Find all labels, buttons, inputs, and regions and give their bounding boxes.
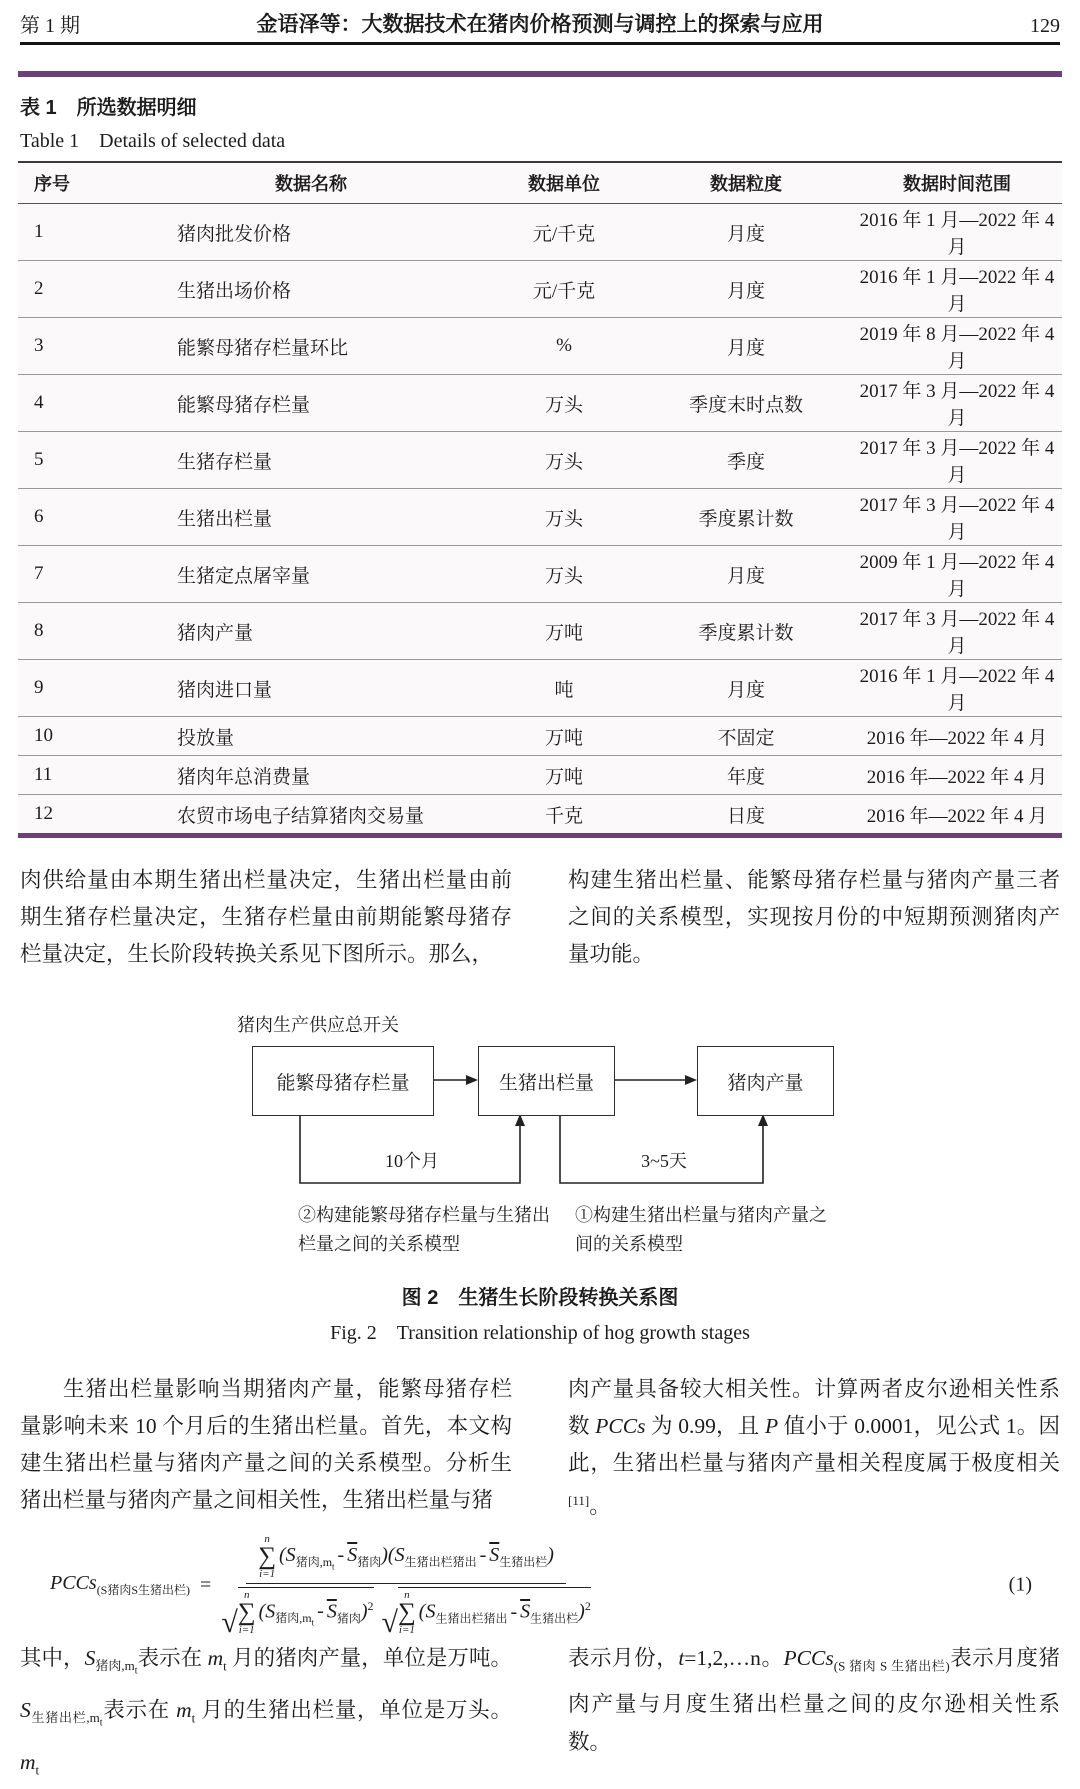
cell-unit: 万吨 — [488, 756, 640, 795]
cell-granularity: 季度累计数 — [640, 603, 852, 660]
cell-name: 能繁母猪存栏量环比 — [135, 318, 488, 375]
pccs-symbol: PCCs — [595, 1414, 646, 1438]
col-header-granularity: 数据粒度 — [640, 162, 852, 204]
figure-caption-en: Fig. 2 Transition relationship of hog growth stages — [330, 1322, 750, 1344]
col-header-seq: 序号 — [18, 162, 135, 204]
pccs-subscript: (S猪肉S生猪出栏) — [96, 1583, 191, 1598]
data-table — [18, 161, 1062, 838]
cell-range: 2009 年 1 月—2022 年 4 月 — [852, 546, 1062, 603]
m-symbol: m — [207, 1646, 224, 1671]
left-column — [20, 1639, 512, 1789]
cell-name: 猪肉产量 — [135, 603, 488, 660]
cell-granularity: 月度 — [640, 204, 852, 261]
table-row — [18, 603, 1062, 660]
s-symbol: S — [84, 1646, 96, 1671]
text-run: 肉产量具备较大相关性。计算两者皮尔逊相关性系数 — [568, 1377, 1060, 1438]
cell-name: 农贸市场电子结算猪肉交易量 — [177, 805, 425, 827]
formula-lhs — [50, 1572, 190, 1598]
table-row — [18, 261, 1062, 318]
cell-granularity: 日度 — [726, 805, 765, 827]
running-title: 金语泽等：大数据技术在猪肉价格预测与调控上的探索与应用 — [256, 13, 824, 36]
cell-seq: 7 — [18, 546, 135, 603]
cell-seq: 8 — [18, 603, 135, 660]
header-rule — [20, 42, 1060, 45]
table-title-zh: 表 1 所选数据明细 — [20, 97, 197, 119]
issue-label: 第 1 期 — [20, 15, 80, 37]
cell-unit: 万头 — [488, 546, 640, 603]
cell-seq: 2 — [18, 261, 135, 318]
cell-range: 2016 年—2022 年 4 月 — [866, 805, 1048, 827]
diagram-loop2-duration-label: 3~5天 — [641, 1151, 687, 1171]
sigma-symbol: ∑ — [397, 1599, 416, 1627]
cell-granularity: 年度 — [640, 756, 852, 795]
cell-granularity: 月度 — [640, 318, 852, 375]
diagram-box-sow-inventory: 能繁母猪存栏量 — [252, 1046, 434, 1116]
paragraph: 表示月份，t=1,2,…n。PCCs$_{(S 猪肉 S 生猪出栏)}$表示月度猪肉产量与月度生猪出栏量之间的皮尔逊相关性系数。 — [568, 1646, 1060, 1755]
m-symbol: m — [20, 1749, 36, 1774]
cell-unit: 万吨 — [488, 717, 640, 756]
cell-seq: 1 — [18, 204, 135, 261]
cell-range: 2016 年 1 月—2022 年 4 月 — [852, 660, 1062, 717]
cell-range: 2016 年 1 月—2022 年 4 月 — [852, 261, 1062, 318]
cell-seq: 5 — [18, 432, 135, 489]
figure-2-diagram — [0, 1003, 1080, 1261]
cell-unit: 万头 — [488, 375, 640, 432]
cell-unit: 元/千克 — [488, 204, 640, 261]
cell-unit: % — [488, 318, 640, 375]
cell-range: 2017 年 3 月—2022 年 4 月 — [852, 489, 1062, 546]
table-top-accent-rule — [18, 71, 1062, 77]
summation: n ∑ i=1 — [258, 1533, 277, 1581]
table-row — [18, 318, 1062, 375]
diagram-loop1-duration-label: 10个月 — [385, 1151, 439, 1171]
citation-ref: [11] — [568, 1493, 590, 1508]
cell-name: 生猪出栏量 — [135, 489, 488, 546]
cell-unit: 元/千克 — [488, 261, 640, 318]
m-symbol: m — [176, 1698, 192, 1723]
t-symbol: t — [678, 1646, 685, 1671]
diagram-box-hog-output: 生猪出栏量 — [478, 1046, 615, 1116]
cell-range: 2016 年—2022 年 4 月 — [852, 756, 1062, 795]
radical-hog: √ n ∑ i=1 $(S_{生猪出栏猪出} - \overline{S}_{生猪出栏})^2$ — [381, 1589, 591, 1639]
cell-name: 生猪定点屠宰量 — [135, 546, 488, 603]
col-header-unit: 数据单位 — [488, 162, 640, 204]
left-column — [20, 1371, 512, 1525]
table-row — [18, 432, 1062, 489]
pccs-symbol: PCCs — [50, 1572, 97, 1595]
s-symbol: S — [20, 1698, 31, 1723]
table-row — [18, 717, 1062, 756]
cell-seq: 12 — [34, 803, 53, 824]
cell-unit: 千克 — [544, 805, 583, 827]
cell-name: 猪肉年总消费量 — [135, 756, 488, 795]
body-text-block-2 — [0, 1371, 1080, 1525]
cell-name: 生猪存栏量 — [135, 432, 488, 489]
cell-unit: 万头 — [488, 432, 640, 489]
page-header — [0, 0, 1080, 38]
equation-number: (1) — [1008, 1573, 1032, 1596]
term-pork: ($S_{猪肉,m_t}-$ $\overline{S}_{猪肉}$) — [279, 1543, 388, 1571]
cell-name: 猪肉进口量 — [135, 660, 488, 717]
cell-range: 2016 年 1 月—2022 年 4 月 — [852, 204, 1062, 261]
cell-granularity: 季度末时点数 — [640, 375, 852, 432]
text-run: 。 — [589, 1494, 611, 1519]
cell-seq: 11 — [18, 756, 135, 795]
diagram-note-2: ②构建能繁母猪存栏量与生猪出栏量之间的关系模型 — [298, 1205, 550, 1254]
table-row — [18, 756, 1062, 795]
figure-caption-zh: 图 2 生猪生长阶段转换关系图 — [401, 1287, 679, 1309]
cell-unit: 万吨 — [488, 603, 640, 660]
cell-seq: 10 — [18, 717, 135, 756]
cell-seq: 6 — [18, 489, 135, 546]
sigma-symbol: ∑ — [258, 1543, 277, 1571]
radical-pork: √ n ∑ i=1 ($S_{猪肉,m_t}-$ $\overline{S}_{猪肉})^2$ — [221, 1589, 374, 1639]
right-column — [568, 1639, 1060, 1789]
numerator — [246, 1534, 566, 1584]
p-value-symbol: P — [764, 1414, 779, 1438]
sqrt-symbol: √ — [221, 1605, 238, 1639]
diagram-note-1: ①构建生猪出栏量与猪肉产量之间的关系模型 — [575, 1205, 827, 1254]
col-header-range: 数据时间范围 — [852, 162, 1062, 204]
cell-granularity: 月度 — [640, 660, 852, 717]
page-number: 129 — [1030, 15, 1060, 37]
col-header-name: 数据名称 — [135, 162, 488, 204]
cell-name: 猪肉批发价格 — [135, 204, 488, 261]
diagram-switch-label: 猪肉生产供应总开关 — [237, 1015, 399, 1035]
cell-granularity: 月度 — [640, 261, 852, 318]
sqrt-symbol: √ — [381, 1605, 398, 1639]
term-hog: $(S_{生猪出栏猪出} - \overline{S}_{生猪出栏})$ — [387, 1544, 554, 1570]
cell-name: 能繁母猪存栏量 — [135, 375, 488, 432]
cell-name: 投放量 — [135, 717, 488, 756]
text-run: 值小于 0.0001，见公式 1。因此，生猪出栏量与猪肉产量相关程度属于极度相关 — [568, 1414, 1060, 1475]
body-text-block-1 — [0, 862, 1080, 973]
cell-unit: 吨 — [488, 660, 640, 717]
cell-granularity: 季度累计数 — [640, 489, 852, 546]
left-column — [20, 862, 512, 973]
paragraph: 肉供给量由本期生猪出栏量决定，生猪出栏量由前期生猪存栏量决定，生猪存栏量由前期能繁母猪存栏量决定，生长阶段转换关系见下图所示。那么， — [20, 868, 512, 966]
sigma-symbol: ∑ — [237, 1599, 256, 1627]
cell-granularity: 月度 — [640, 546, 852, 603]
table-row — [18, 375, 1062, 432]
cell-seq: 9 — [18, 660, 135, 717]
right-column — [568, 1371, 1060, 1525]
cell-name: 生猪出场价格 — [135, 261, 488, 318]
cell-unit: 万头 — [488, 489, 640, 546]
fraction — [221, 1533, 591, 1639]
table-row — [18, 795, 1062, 836]
paragraph: 其中，$S_{猪肉,m_t}$表示在 $m_t$ 月的猪肉产量，单位是万吨。$S_{生猪出栏,m_t}$表示在 $m_t$ 月的生猪出栏量，单位是万头。$m_t$ — [20, 1646, 512, 1778]
table-row — [18, 204, 1062, 261]
cell-seq: 4 — [18, 375, 135, 432]
equals-sign: = — [200, 1573, 212, 1596]
paragraph — [568, 1371, 1060, 1525]
denominator — [221, 1584, 591, 1639]
table-row — [18, 489, 1062, 546]
cell-range: 2017 年 3 月—2022 年 4 月 — [852, 603, 1062, 660]
table-title-en: Table 1 Details of selected data — [20, 130, 286, 152]
table-header-row — [18, 162, 1062, 204]
equation-1 — [20, 1533, 1060, 1639]
text-run: 为 0.99，且 — [645, 1414, 765, 1438]
cell-range: 2016 年—2022 年 4 月 — [852, 717, 1062, 756]
pccs-symbol: PCCs — [783, 1646, 834, 1671]
cell-granularity: 季度 — [640, 432, 852, 489]
right-column — [568, 862, 1060, 973]
variable-definitions — [0, 1639, 1080, 1789]
cell-range: 2017 年 3 月—2022 年 4 月 — [852, 432, 1062, 489]
table-row — [18, 660, 1062, 717]
cell-seq: 3 — [18, 318, 135, 375]
cell-range: 2019 年 8 月—2022 年 4 月 — [852, 318, 1062, 375]
cell-range: 2017 年 3 月—2022 年 4 月 — [852, 375, 1062, 432]
cell-granularity: 不固定 — [640, 717, 852, 756]
table-row — [18, 546, 1062, 603]
paragraph: 构建生猪出栏量、能繁母猪存栏量与猪肉产量三者之间的关系模型，实现按月份的中短期预测猪肉产量功能。 — [568, 868, 1060, 966]
paragraph: 生猪出栏量影响当期猪肉产量，能繁母猪存栏量影响未来 10 个月后的生猪出栏量。首先，本文构建生猪出栏量与猪肉产量之间的关系模型。分析生猪出栏量与猪肉产量之间相关性，生猪出栏量与猪 — [20, 1377, 512, 1512]
diagram-box-pork-production: 猪肉产量 — [697, 1046, 834, 1116]
